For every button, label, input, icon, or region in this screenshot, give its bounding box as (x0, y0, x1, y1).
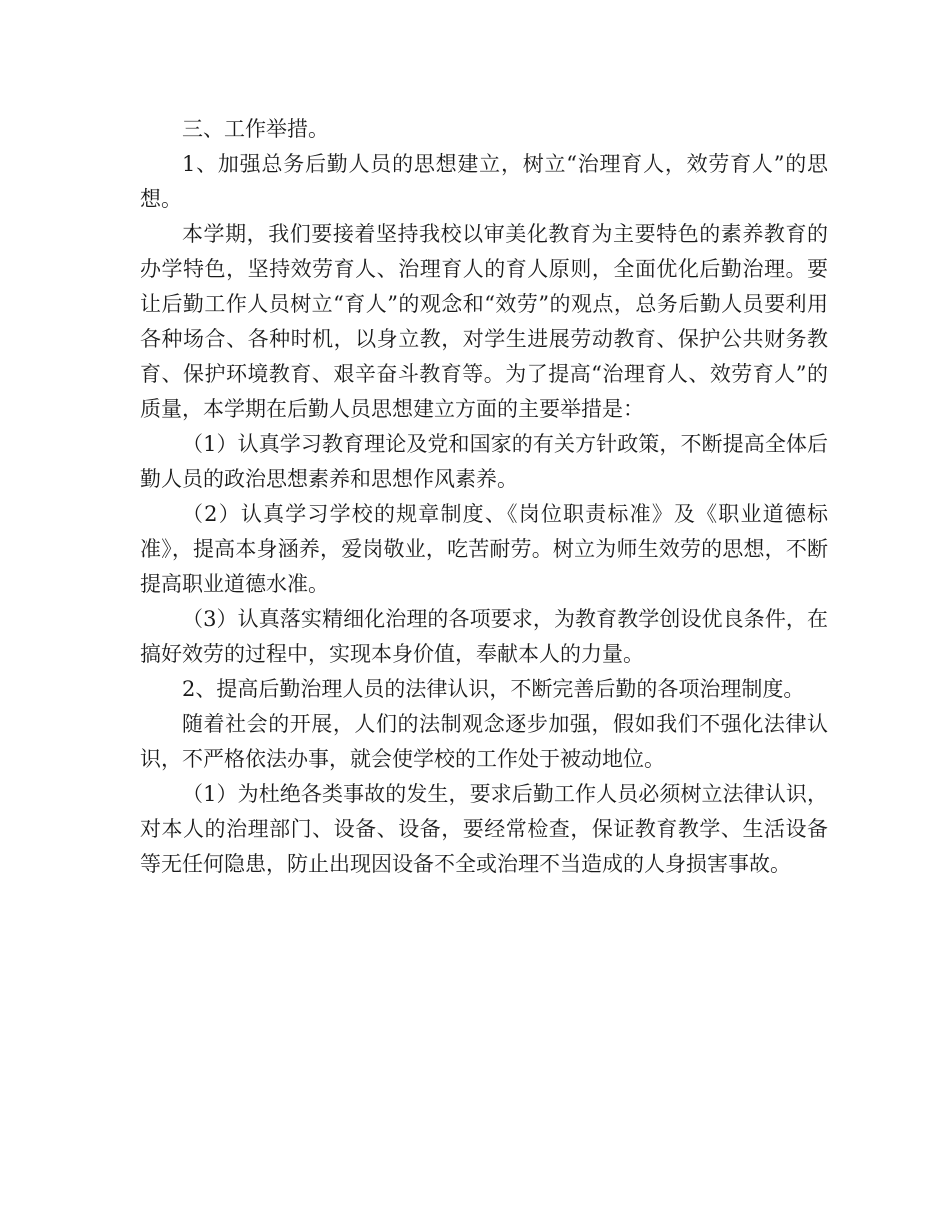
measure-heading-2: 2、提高后勤治理人员的法律认识，不断完善后勤的各项治理制度。 (182, 677, 805, 701)
body-paragraph: 本学期，我们要接着坚持我校以审美化教育为主要特色的素养教育的办学特色，坚持效劳育人、治理育人的育人原则，全面优化后勤治理。要让后勤工作人员树立“育人”的观念和“效劳”的观点，总务后勤人员要利用各种场合、各种时机，以身立教，对学生进展劳动教育、保护公共财务教育、保护环境教育、艰辛奋斗教育等。为了提高“治理育人、效劳育人”的质量，本学期在后勤人员思想建立方面的主要举措是： (140, 222, 828, 421)
list-item: （1）为杜绝各类事故的发生，要求后勤工作人员必须树立法律认识，对本人的治理部门、设备、设备，要经常检查，保证教育教学、生活设备等无任何隐患，防止出现因设备不全或治理不当造成的人身损害事故。 (140, 782, 828, 876)
document-body (140, 112, 828, 882)
list-item: （1）认真学习教育理论及党和国家的有关方针政策，不断提高全体后勤人员的政治思想素养和思想作风素养。 (140, 432, 828, 491)
body-paragraph: 随着社会的开展，人们的法制观念逐步加强，假如我们不强化法律认识，不严格依法办事，就会使学校的工作处于被动地位。 (140, 712, 828, 771)
list-item: （2）认真学习学校的规章制度、《岗位职责标准》及《职业道德标准》，提高本身涵养，爱岗敬业，吃苦耐劳。树立为师生效劳的思想，不断提高职业道德水准。 (140, 502, 828, 596)
measure-heading-1: 1、加强总务后勤人员的思想建立，树立“治理育人，效劳育人”的思想。 (140, 152, 828, 211)
section-heading: 三、工作举措。 (182, 117, 329, 141)
list-item: （3）认真落实精细化治理的各项要求，为教育教学创设优良条件，在搞好效劳的过程中，实现本身价值，奉献本人的力量。 (140, 607, 828, 666)
